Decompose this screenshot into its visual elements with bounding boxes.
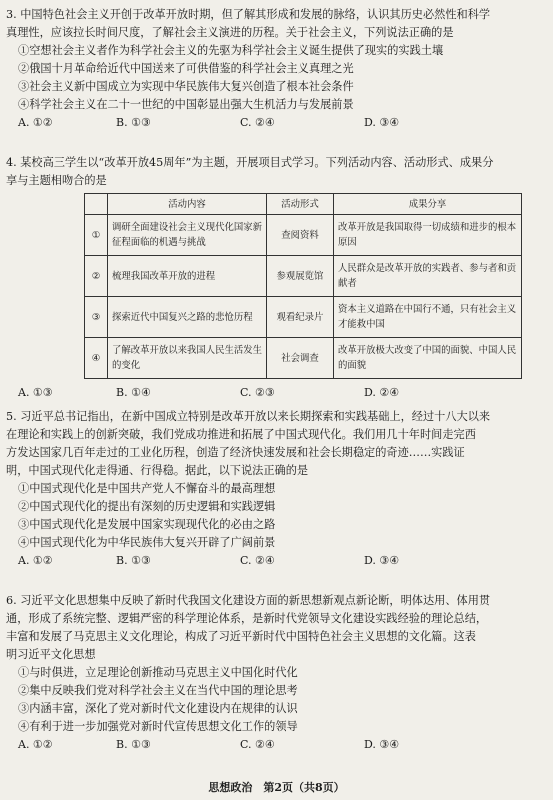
q5-choice-c[interactable]: C. ②④ bbox=[240, 554, 275, 567]
q3-choices bbox=[6, 114, 546, 132]
q5-option-4: ④中国式现代化为中华民族伟大复兴开辟了广阔前景 bbox=[18, 536, 276, 549]
question-6 bbox=[6, 592, 546, 754]
q5-option-1: ①中国式现代化是中国共产党人不懈奋斗的最高理想 bbox=[18, 482, 276, 495]
q6-option-3: ③内涵丰富，深化了党对新时代文化建设内在规律的认识 bbox=[18, 702, 298, 715]
q3-stem-line1: 3. 中国特色社会主义开创于改革开放时期，但了解其形成和发展的脉络，认识其历史必然性和科学 bbox=[6, 8, 491, 21]
q4-activity-table bbox=[84, 193, 522, 379]
q4-choice-d[interactable]: D. ②④ bbox=[364, 386, 400, 399]
page-footer: 思想政治 第2页（共8页） bbox=[208, 781, 345, 794]
table-header-content: 活动内容 bbox=[108, 194, 267, 215]
q6-stem-line1: 6. 习近平文化思想集中反映了新时代我国文化建设方面的新思想新观点新论断，明体达用、体用贯 bbox=[6, 594, 491, 607]
row-content: 了解改革开放以来我国人民生活发生的变化 bbox=[108, 338, 267, 379]
q6-option-4: ④有利于进一步加强党对新时代宣传思想文化工作的领导 bbox=[18, 720, 298, 733]
q5-choices bbox=[6, 552, 546, 570]
table-row bbox=[85, 297, 522, 338]
row-form: 社会调查 bbox=[267, 338, 334, 379]
q3-choice-b[interactable]: B. ①③ bbox=[116, 116, 151, 129]
q4-choice-c[interactable]: C. ②③ bbox=[240, 386, 275, 399]
table-header-form: 活动形式 bbox=[267, 194, 334, 215]
q4-stem-line2: 享与主题相吻合的是 bbox=[6, 174, 107, 187]
table-header-row bbox=[85, 194, 522, 215]
row-result: 资本主义道路在中国行不通，只有社会主义才能救中国 bbox=[334, 297, 522, 338]
q3-option-2: ②俄国十月革命给近代中国送来了可供借鉴的科学社会主义真理之光 bbox=[18, 62, 354, 75]
q6-choice-d[interactable]: D. ③④ bbox=[364, 738, 400, 751]
row-result: 人民群众是改革开放的实践者、参与者和贡献者 bbox=[334, 256, 522, 297]
q6-stem-line2: 通，形成了系统完整、逻辑严密的科学理论体系，是新时代党领导文化建设实践经验的理论总结， bbox=[6, 612, 488, 625]
q5-choice-a[interactable]: A. ①② bbox=[18, 554, 53, 567]
q4-stem-line1: 4. 某校高三学生以“改革开放45周年”为主题，开展项目式学习。下列活动内容、活动形式、成果分 bbox=[6, 156, 494, 169]
row-number: ④ bbox=[85, 338, 108, 379]
q5-stem-line4: 明，中国式现代化走得通、行得稳。据此，以下说法正确的是 bbox=[6, 464, 309, 477]
row-number: ③ bbox=[85, 297, 108, 338]
q4-choices-block bbox=[6, 384, 546, 402]
q6-choice-c[interactable]: C. ②④ bbox=[240, 738, 275, 751]
q3-stem-line2: 真理性，应该拉长时间尺度，了解社会主义演进的历程。关于社会主义，下列说法正确的是 bbox=[6, 26, 454, 39]
row-result: 改革开放是我国取得一切成绩和进步的根本原因 bbox=[334, 215, 522, 256]
q6-stem-line3: 丰富和发展了马克思主义文化理论，构成了习近平新时代中国特色社会主义思想的文化篇。这表 bbox=[6, 630, 476, 643]
q3-choice-a[interactable]: A. ①② bbox=[18, 116, 53, 129]
q3-option-1: ①空想社会主义者作为科学社会主义的先驱为科学社会主义诞生提供了现实的实践土壤 bbox=[18, 44, 444, 57]
question-3 bbox=[6, 6, 546, 132]
q4-choice-b[interactable]: B. ①④ bbox=[116, 386, 151, 399]
q6-option-1: ①与时俱进，立足理论创新推动马克思主义中国化时代化 bbox=[18, 666, 298, 679]
row-number: ① bbox=[85, 215, 108, 256]
table-header-result: 成果分享 bbox=[334, 194, 522, 215]
table-header-num bbox=[85, 194, 108, 215]
q6-choice-b[interactable]: B. ①③ bbox=[116, 738, 151, 751]
q6-stem-line4: 明习近平文化思想 bbox=[6, 648, 96, 661]
row-number: ② bbox=[85, 256, 108, 297]
q3-choice-c[interactable]: C. ②④ bbox=[240, 116, 275, 129]
q3-option-4: ④科学社会主义在二十一世纪的中国彰显出强大生机活力与发展前景 bbox=[18, 98, 354, 111]
row-result: 改革开放极大改变了中国的面貌、中国人民的面貌 bbox=[334, 338, 522, 379]
q6-option-2: ②集中反映我们党对科学社会主义在当代中国的理论思考 bbox=[18, 684, 298, 697]
row-content: 调研全面建设社会主义现代化国家新征程面临的机遇与挑战 bbox=[108, 215, 267, 256]
question-5 bbox=[6, 408, 546, 570]
q5-choice-b[interactable]: B. ①③ bbox=[116, 554, 151, 567]
q6-choice-a[interactable]: A. ①② bbox=[18, 738, 53, 751]
q5-option-2: ②中国式现代化的提出有深刻的历史逻辑和实践逻辑 bbox=[18, 500, 276, 513]
q5-choice-d[interactable]: D. ③④ bbox=[364, 554, 400, 567]
q4-choice-a[interactable]: A. ①③ bbox=[18, 386, 53, 399]
q5-stem-line1: 5. 习近平总书记指出，在新中国成立特别是改革开放以来长期探索和实践基础上，经过十八大以来 bbox=[6, 410, 491, 423]
row-content: 探索近代中国复兴之路的悲怆历程 bbox=[108, 297, 267, 338]
row-form: 参观展览馆 bbox=[267, 256, 334, 297]
q3-choice-d[interactable]: D. ③④ bbox=[364, 116, 400, 129]
table-row bbox=[85, 215, 522, 256]
row-form: 查阅资料 bbox=[267, 215, 334, 256]
table-row bbox=[85, 338, 522, 379]
table-row bbox=[85, 256, 522, 297]
row-content: 梳理我国改革开放的进程 bbox=[108, 256, 267, 297]
q5-stem-line2: 在理论和实践上的创新突破，我们党成功推进和拓展了中国式现代化。我们用几十年时间走完西 bbox=[6, 428, 476, 441]
q5-option-3: ③中国式现代化是发展中国家实现现代化的必由之路 bbox=[18, 518, 276, 531]
q4-choices bbox=[6, 384, 546, 402]
q5-stem-line3: 方发达国家几百年走过的工业化历程，创造了经济快速发展和社会长期稳定的奇迹……实践证 bbox=[6, 446, 465, 459]
row-form: 观看纪录片 bbox=[267, 297, 334, 338]
question-4 bbox=[6, 154, 546, 190]
q3-option-3: ③社会主义新中国成立为实现中华民族伟大复兴创造了根本社会条件 bbox=[18, 80, 354, 93]
q6-choices bbox=[6, 736, 546, 754]
